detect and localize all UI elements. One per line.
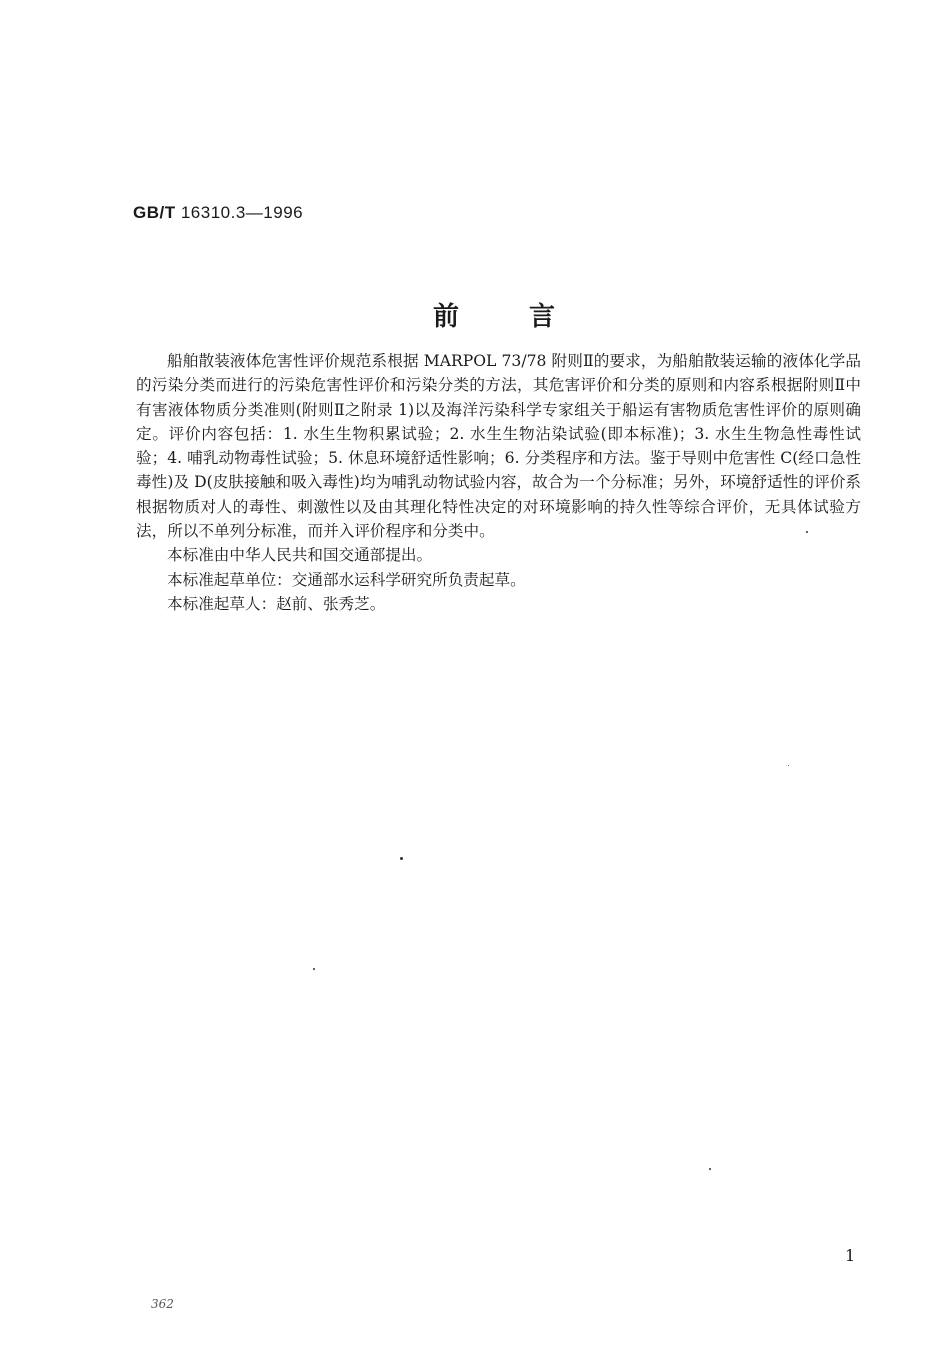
scan-page-number: 362 <box>151 1297 174 1311</box>
foreword-body <box>136 349 861 616</box>
scan-speck <box>313 968 315 970</box>
page-title: 前言 <box>433 302 626 332</box>
scan-speck <box>806 531 808 533</box>
foreword-paragraph: 本标准起草单位：交通部水运科学研究所负责起草。 <box>167 570 526 589</box>
foreword-paragraph: 船舶散装液体危害性评价规范系根据 MARPOL 73/78 附则Ⅱ的要求，为船舶散装运输的液体化学品的污染分类而进行的污染危害性评价和污染分类的方法，其危害评价和分类的原则和内容系根据附则Ⅱ中有害液体物质分类准则(附则Ⅱ之附录 1)以及海洋污染科学专家组关于船运有害物质危害性评价的原则确定。评价内容包括：1. 水生生物积累试验；2. 水生生物沾染试验(即本标准)；3. 水生生物急性毒性试验；4. 哺乳动物毒性试验；5. 休息环境舒适性影响；6. 分类程序和方法。鉴于导则中危害性 C(经口急性毒性)及 D(皮肤接触和吸入毒性)均为哺乳动物试验内容，故合为一个分标准；另外，环境舒适性的评价系根据物质对人的毒性、刺激性以及由其理化特性决定的对环境影响的持久性等综合评价，无具体试验方法，所以不单列分标准，而并入评价程序和分类中。 <box>136 352 861 541</box>
standard-prefix: GB/T <box>133 203 176 222</box>
scan-speck <box>788 765 789 766</box>
standard-number: 16310.3—1996 <box>180 203 304 222</box>
scan-speck <box>709 1168 711 1170</box>
page-number: 1 <box>845 1246 856 1265</box>
foreword-paragraph: 本标准起草人：赵前、张秀芝。 <box>167 594 386 613</box>
standard-code <box>133 203 303 223</box>
foreword-paragraph: 本标准由中华人民共和国交通部提出。 <box>167 546 433 565</box>
scan-speck <box>400 857 403 860</box>
